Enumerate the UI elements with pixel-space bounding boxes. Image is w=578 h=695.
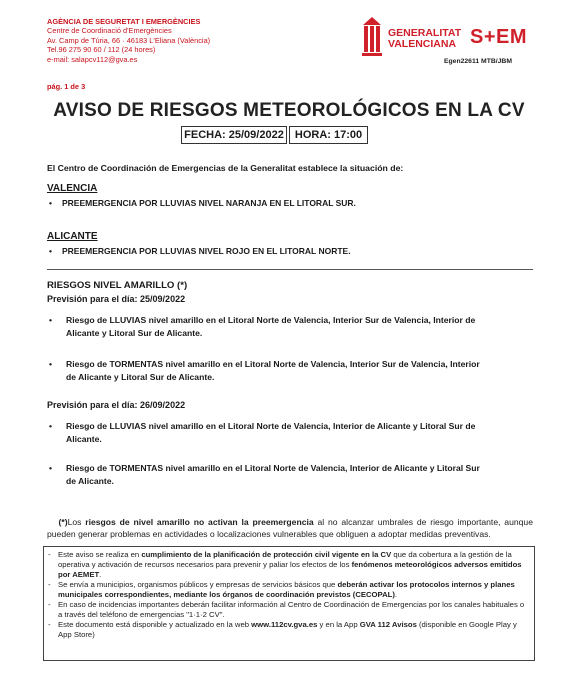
list-item: • PREEMERGENCIA POR LLUVIAS NIVEL ROJO EN EL LITORAL NORTE.	[49, 246, 351, 256]
sem-logo: S+EM	[470, 26, 528, 48]
dash-bullet-icon: -	[48, 620, 51, 629]
info-list-item	[48, 600, 530, 620]
yellow-risks-title: RIESGOS NIVEL AMARILLO (*)	[47, 280, 188, 291]
bullet-icon: •	[49, 463, 53, 473]
yellow-note	[47, 517, 533, 540]
risk-item: • Riesgo de LLUVIAS nivel amarillo en el Litoral Norte de Valencia, Interior de Alicante y Litoral Sur de Alicante.	[49, 421, 476, 444]
risk-item: • Riesgo de LLUVIAS nivel amarillo en el Litoral Norte de Valencia, Interior Sur de Valencia, Interior de Alicante y Litoral Sur de Alicante.	[49, 315, 476, 338]
agency-name: AGÈNCIA DE SEGURETAT I EMERGÈNCIES	[47, 17, 201, 26]
info-list	[44, 550, 534, 640]
bullet-icon: •	[49, 359, 53, 369]
dash-bullet-icon: -	[48, 600, 51, 609]
info-text: que da cobertura a la gestión de la operativa y activación de recursos necesarios para prevenir y paliar los efectos de los	[58, 550, 512, 569]
risk-item: • Riesgo de TORMENTAS nivel amarillo en el Litoral Norte de Valencia, Interior de Alicante y Litoral Sur de Alicante.	[49, 463, 480, 486]
bullet-icon: •	[49, 246, 52, 256]
generalitat-logo	[361, 16, 462, 60]
agency-line: Av. Camp de Túria, 66 · 46183 L'Eliana (València)	[47, 35, 211, 45]
generalitat-logo-line1: GENERALITAT	[388, 27, 462, 39]
time-box: HORA: 17:00	[289, 126, 368, 144]
info-text: En caso de incidencias importantes deberán facilitar información al Centro de Coordinación de Emergencias por los canales habituales o a través del teléfono de emergencias "1·1·2 CV".	[58, 600, 525, 619]
info-text: Este aviso se realiza en	[58, 550, 142, 559]
forecast-day-label: Previsión para el día: 26/09/2022	[47, 400, 186, 410]
bullet-icon: •	[49, 198, 52, 208]
info-text: y en la App	[317, 620, 360, 629]
region-valencia: VALENCIA	[47, 183, 98, 194]
page-number: pág. 1 de 3	[47, 82, 86, 91]
page-title: AVISO DE RIESGOS METEOROLÓGICOS EN LA CV	[53, 100, 525, 121]
info-list-item	[48, 550, 530, 580]
info-text: (disponible en Google Play y App Store)	[58, 620, 517, 639]
divider	[47, 269, 533, 270]
note-bold: riesgos de nivel amarillo no activan la preemergencia	[85, 517, 314, 527]
region-alicante: ALICANTE	[47, 231, 98, 242]
info-list-item	[48, 620, 530, 640]
info-text-bold: deberán activar los protocolos internos y planes municipales correspondientes, mediante los órganos de coordinación previstos (CECOPAL)	[58, 580, 515, 599]
list-item: • PREEMERGENCIA POR LLUVIAS NIVEL NARANJA EN EL LITORAL SUR.	[49, 198, 356, 208]
info-text: .	[394, 590, 398, 599]
info-text-bold: fenómenos meteorológicos adversos emitidos por AEMET	[58, 560, 522, 579]
document-reference: Egen22611 MTB/JBM	[444, 58, 512, 65]
note-prefix: (*)	[58, 517, 68, 527]
info-text: .	[99, 570, 102, 579]
info-list-item	[48, 580, 530, 600]
info-text: Este documento está disponible y actualizado en la web	[58, 620, 252, 629]
intro-text: El Centro de Coordinación de Emergencias de la Generalitat establece la situación de:	[47, 163, 404, 173]
note-text: al no alcanzar umbrales de riesgo importante, aunque pueden generar problemas en actividades o localizaciones vulnerables que obliguen a adoptar medidas preventivas.	[47, 517, 533, 539]
dash-bullet-icon: -	[48, 550, 51, 559]
forecast-day-label: Previsión para el día: 25/09/2022	[47, 294, 186, 304]
generalitat-logo-line2: VALENCIANA	[388, 38, 457, 50]
info-text-bold: cumplimiento de la planificación de protección civil vigente en la CV	[141, 550, 392, 559]
bullet-icon: •	[49, 421, 53, 431]
dash-bullet-icon: -	[48, 580, 51, 589]
agency-email: e-mail: salapcv112@gva.es	[47, 54, 138, 64]
note-text: Los	[67, 517, 86, 527]
info-box	[43, 546, 535, 661]
agency-header	[47, 17, 210, 64]
info-text-bold: www.112cv.gva.es	[251, 620, 318, 629]
generalitat-emblem-icon	[361, 16, 383, 58]
date-box: FECHA: 25/09/2022	[181, 126, 287, 144]
info-text-bold: GVA 112 Avisos	[359, 620, 417, 629]
info-text: Se envía a municipios, organismos públicos y empresas de servicios básicos que	[58, 580, 338, 589]
agency-line: Centre de Coordinació d'Emergències	[47, 26, 172, 36]
agency-line: Tel.96 275 90 60 / 112 (24 hores)	[47, 45, 156, 55]
bullet-icon: •	[49, 315, 53, 325]
risk-item: • Riesgo de TORMENTAS nivel amarillo en el Litoral Norte de Valencia, Interior Sur de Valencia, Interior de Alicante y Litoral Sur de Alicante.	[49, 359, 480, 382]
